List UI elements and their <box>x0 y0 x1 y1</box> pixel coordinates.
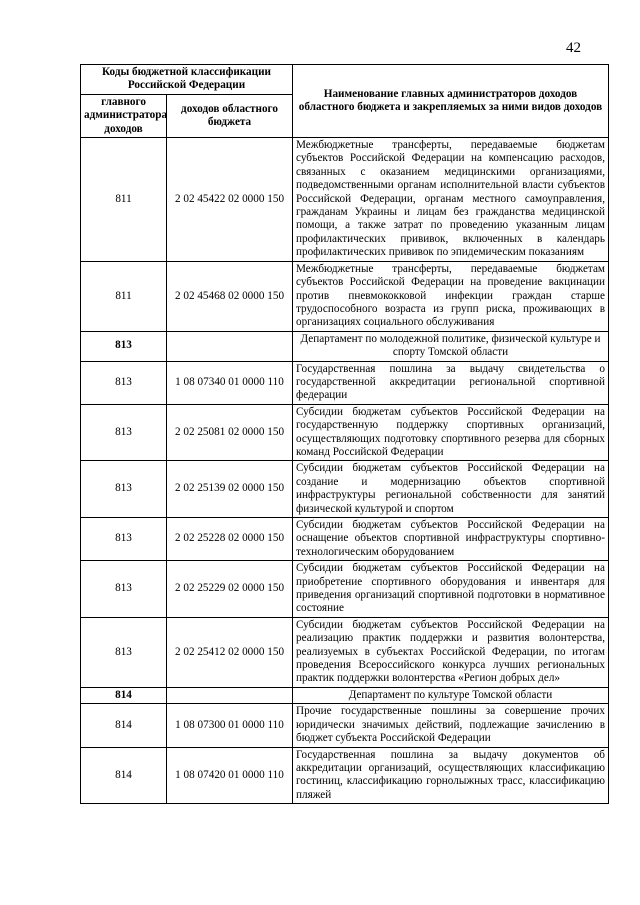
admin-code-cell: 814 <box>81 747 167 804</box>
department-name-cell: Департамент по культуре Томской области <box>293 687 609 703</box>
admin-code-cell: 813 <box>81 331 167 361</box>
header-codes-group: Коды бюджетной классификации Российской Федерации <box>81 65 293 95</box>
header-name-column: Наименование главных администраторов доходов областного бюджета и закрепляемых за ними видов доходов <box>293 65 609 138</box>
income-code-cell: 1 08 07340 01 0000 110 <box>167 361 293 404</box>
page-number: 42 <box>566 40 581 56</box>
table-row <box>81 518 609 561</box>
income-name-cell: Субсидии бюджетам субъектов Российской Федерации на создание и модернизацию объектов спортивной инфраструктуры региональной собственности для занятий физической культурой и спортом <box>293 461 609 518</box>
table-row <box>81 361 609 404</box>
table-row <box>81 704 609 747</box>
income-name-cell: Государственная пошлина за выдачу документов об аккредитации организаций, осуществляющих классификацию гостиниц, классификацию горнолыжных трасс, классификацию пляжей <box>293 747 609 804</box>
income-name-cell: Прочие государственные пошлины за совершение прочих юридически значимых действий, подлежащие зачислению в бюджет субъекта Российской Федерации <box>293 704 609 747</box>
income-name-cell: Субсидии бюджетам субъектов Российской Федерации на приобретение спортивного оборудования и инвентаря для приведения организаций спортивной подготовки в нормативное состояние <box>293 561 609 618</box>
table-row <box>81 561 609 618</box>
income-name-cell: Субсидии бюджетам субъектов Российской Федерации на государственную поддержку спортивных организаций, осуществляющих подготовку спортивного резерва для сборных команд Российской Федерации <box>293 404 609 461</box>
admin-code-cell: 811 <box>81 261 167 331</box>
income-code-cell: 2 02 25139 02 0000 150 <box>167 461 293 518</box>
admin-code-cell: 811 <box>81 138 167 262</box>
admin-code-cell: 813 <box>81 561 167 618</box>
empty-code-cell <box>167 687 293 703</box>
income-name-cell: Субсидии бюджетам субъектов Российской Федерации на реализацию практик поддержки и развития волонтерства, реализуемых в субъектах Российской Федерации, по итогам проведения Всероссийского конкурса лучших региональных практик поддержки волонтерства «Регион добрых дел» <box>293 617 609 687</box>
table-header <box>81 65 609 138</box>
income-name-cell: Межбюджетные трансферты, передаваемые бюджетам субъектов Российской Федерации на проведение вакцинации против пневмококковой инфекции граждан старше трудоспособного возраста из групп риска, проживающих в организациях социального обслуживания <box>293 261 609 331</box>
income-code-cell: 2 02 25229 02 0000 150 <box>167 561 293 618</box>
table-row <box>81 404 609 461</box>
department-row <box>81 331 609 361</box>
budget-codes-table <box>80 64 609 804</box>
admin-code-cell: 813 <box>81 404 167 461</box>
income-code-cell: 2 02 45468 02 0000 150 <box>167 261 293 331</box>
table-row <box>81 138 609 262</box>
income-name-cell: Государственная пошлина за выдачу свидетельства о государственной аккредитации региональной спортивной федерации <box>293 361 609 404</box>
admin-code-cell: 813 <box>81 617 167 687</box>
table-row <box>81 617 609 687</box>
income-code-cell: 2 02 25412 02 0000 150 <box>167 617 293 687</box>
admin-code-cell: 813 <box>81 518 167 561</box>
income-code-cell: 2 02 45422 02 0000 150 <box>167 138 293 262</box>
income-name-cell: Межбюджетные трансферты, передаваемые бюджетам субъектов Российской Федерации на компенсацию расходов, связанных с оказанием медицинскими организациями, подведомственными органам исполнительной власти субъектов Российской Федерации, органам местного самоуправления, гражданам Украины и лицам без гражданства медицинской помощи, а также затрат по проведению указанным лицам профилактических прививок, включенных в календарь профилактических прививок по эпидемическим показаниям <box>293 138 609 262</box>
table-row <box>81 747 609 804</box>
admin-code-cell: 813 <box>81 461 167 518</box>
income-name-cell: Субсидии бюджетам субъектов Российской Федерации на оснащение объектов спортивной инфраструктуры спортивно-технологическим оборудованием <box>293 518 609 561</box>
department-name-cell: Департамент по молодежной политике, физической культуре и спорту Томской области <box>293 331 609 361</box>
income-code-cell: 1 08 07300 01 0000 110 <box>167 704 293 747</box>
income-code-cell: 1 08 07420 01 0000 110 <box>167 747 293 804</box>
admin-code-cell: 814 <box>81 704 167 747</box>
table-row <box>81 461 609 518</box>
empty-code-cell <box>167 331 293 361</box>
header-main-admin: главного администратора доходов <box>81 94 167 137</box>
table-row <box>81 261 609 331</box>
table-body <box>81 138 609 804</box>
admin-code-cell: 814 <box>81 687 167 703</box>
income-code-cell: 2 02 25228 02 0000 150 <box>167 518 293 561</box>
admin-code-cell: 813 <box>81 361 167 404</box>
department-row <box>81 687 609 703</box>
income-code-cell: 2 02 25081 02 0000 150 <box>167 404 293 461</box>
header-regional-income: доходов областного бюджета <box>167 94 293 137</box>
